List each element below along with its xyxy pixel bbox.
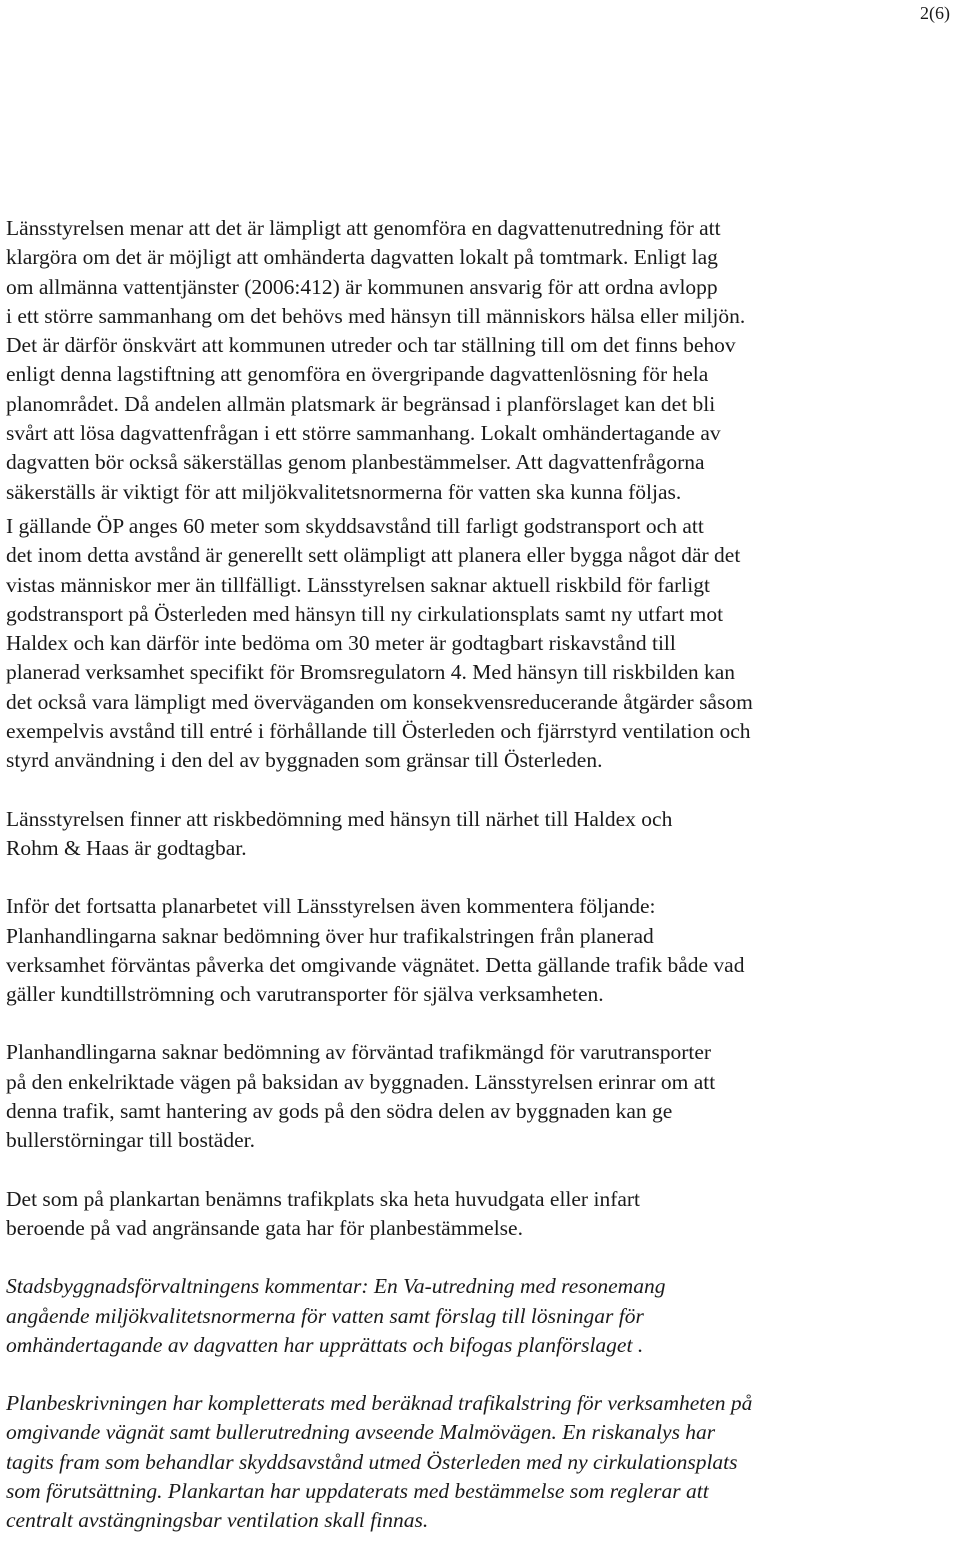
document-body (6, 214, 906, 1536)
paragraph-trafikalstring: Inför det fortsatta planarbetet vill Länsstyrelsen även kommentera följande: Planhandlingarna saknar bedömning över hur trafikalstringen från planerad verksamhet förväntas påverka det omgivande vägnätet. Detta gällande trafik både vad gäller kundtillströmning och varutransporter för själva verksamheten. (6, 894, 745, 1007)
paragraph-risk: I gällande ÖP anges 60 meter som skyddsavstånd till farligt godstransport och att det inom detta avstånd är generellt sett olämpligt att planera eller bygga något där det vistas människor mer än tillfälligt. Länsstyrelsen saknar aktuell riskbild för farligt godstransport på Österleden med hänsyn till ny cirkulationsplats samt ny utfart mot Haldex och kan därför inte bedöma om 30 meter är godtagbart riskavstånd till planerad verksamhet specifikt för Bromsregulatorn 4. Med hänsyn till riskbilden kan det också vara lämpligt med överväganden om konsekvensreducerande åtgärder såsom exempelvis avstånd till entré i förhållande till Österleden och fjärrstyrd ventilation och styrd användning i den del av byggnaden som gränsar till Österleden. (6, 513, 753, 773)
paragraph-planbeskrivning: Planbeskrivningen har kompletterats med beräknad trafikalstring för verksamheten på omgivande vägnät samt bullerutredning avseende Malmövägen. En riskanalys har tagits fram som behandlar skyddsavstånd utmed Österleden med ny cirkulationsplats som förutsättning. Plankartan har uppdaterats med bestämmelse som reglerar att centralt avstängningsbar ventilation skall finnas. (6, 1391, 753, 1533)
paragraph-kommentar: Stadsbyggnadsförvaltningens kommentar: En Va-utredning med resonemang angående miljökvalitetsnormerna för vatten samt förslag till lösningar för omhändertagande av dagvatten har upprättats och bifogas planförslaget . (6, 1274, 666, 1357)
page-number: 2(6) (920, 3, 950, 23)
paragraph-varutransporter: Planhandlingarna saknar bedömning av förväntad trafikmängd för varutransporter på den enkelriktade vägen på baksidan av byggnaden. Länsstyrelsen erinrar om att denna trafik, samt hantering av gods på den södra delen av byggnaden kan ge bullerstörningar till bostäder. (6, 1040, 716, 1153)
paragraph-dagvatten: Länsstyrelsen menar att det är lämpligt att genomföra en dagvattenutredning för att klargöra om det är möjligt att omhänderta dagvatten lokalt på tomtmark. Enligt lag om allmänna vattentjänster (2006:412) är kommunen ansvarig för att ordna avlopp i ett större sammanhang om det behövs med hänsyn till människors hälsa eller miljön. Det är därför önskvärt att kommunen utreder och tar ställning till om det finns behov enligt denna lagstiftning att genomföra en övergripande dagvattenlösning för hela planområdet. Då andelen allmän platsmark är begränsad i planförslaget kan det bli svårt att lösa dagvattenfrågan i ett större sammanhang. Lokalt omhändertagande av dagvatten bör också säkerställas genom planbestämmelser. Att dagvattenfrågorna säkerställs är viktigt för att miljökvalitetsnormerna för vatten ska kunna följas. (6, 216, 746, 504)
paragraph-trafikplats: Det som på plankartan benämns trafikplats ska heta huvudgata eller infart beroende på vad angränsande gata har för planbestämmelse. (6, 1186, 641, 1240)
paragraph-riskbedomning: Länsstyrelsen finner att riskbedömning med hänsyn till närhet till Haldex och Rohm & Haas är godtagbar. (6, 806, 673, 860)
